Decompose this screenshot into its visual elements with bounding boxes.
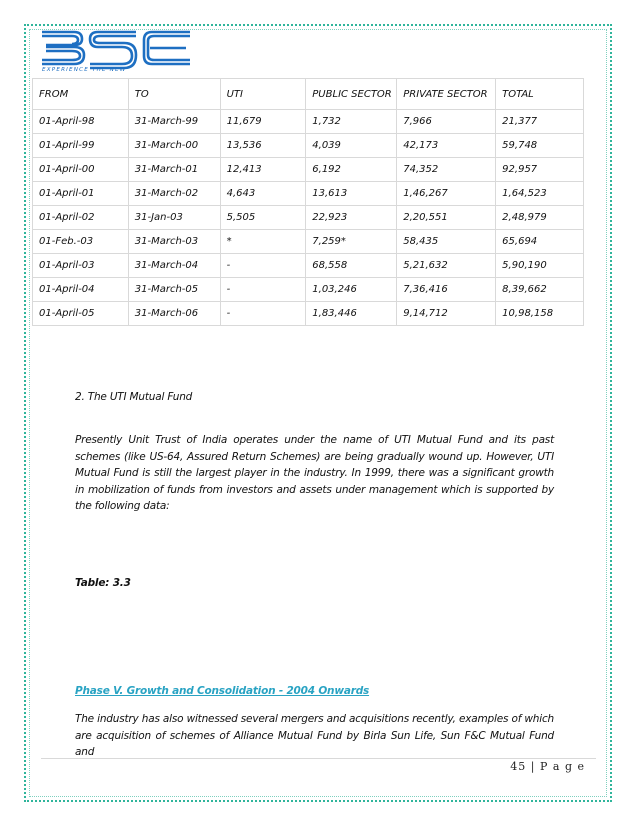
body-paragraph: The industry has also witnessed several mergers and acquisitions recently, examples of which are acquisition of schemes of Alliance Mutual Fund by Birla Sun Life, Sun F&C Mutual Fund and bbox=[75, 713, 554, 758]
table-cell: 01-April-05 bbox=[33, 302, 129, 326]
column-header-public-sector: PUBLIC SECTOR bbox=[306, 79, 397, 110]
table-cell: 31-March-03 bbox=[128, 230, 220, 254]
table-cell: 01-April-04 bbox=[33, 278, 129, 302]
table-cell: 4,039 bbox=[306, 134, 397, 158]
table-cell: * bbox=[220, 230, 306, 254]
table-cell: 8,39,662 bbox=[496, 278, 584, 302]
table-cell: 92,957 bbox=[496, 158, 584, 182]
column-header-private-sector: PRIVATE SECTOR bbox=[397, 79, 496, 110]
body-paragraph: Presently Unit Trust of India operates under the name of UTI Mutual Fund and its past schemes (like US-64, Assured Return Schemes) are being gradually wound up. However, UTI Mutual Fund is still the largest player in the industry. In 1999, there was a significant growth in mobilization of funds from investors and assets under management which is supported by the following data: bbox=[75, 434, 554, 512]
table-cell: 01-April-02 bbox=[33, 206, 129, 230]
phase-heading: Phase V. Growth and Consolidation - 2004 Onwards bbox=[75, 685, 370, 697]
section-heading: 2. The UTI Mutual Fund bbox=[75, 391, 193, 403]
page-number: 45 | P a g e bbox=[510, 760, 585, 773]
table-cell: 74,352 bbox=[397, 158, 496, 182]
table-cell: 65,694 bbox=[496, 230, 584, 254]
table-row bbox=[33, 206, 584, 230]
table-cell: 1,46,267 bbox=[397, 182, 496, 206]
bse-logo-tagline: EXPERIENCE THE NEW bbox=[42, 67, 127, 72]
column-header-to: TO bbox=[128, 79, 220, 110]
fund-mobilization-table bbox=[32, 78, 584, 326]
table-cell: - bbox=[220, 254, 306, 278]
table-cell: 31-March-06 bbox=[128, 302, 220, 326]
bse-logo-mark bbox=[42, 32, 190, 68]
column-header-total: TOTAL bbox=[496, 79, 584, 110]
table-header-row bbox=[33, 79, 584, 110]
table-cell: 31-March-00 bbox=[128, 134, 220, 158]
table-cell: 5,21,632 bbox=[397, 254, 496, 278]
table-cell: 1,732 bbox=[306, 110, 397, 134]
table-cell: 31-March-05 bbox=[128, 278, 220, 302]
table-cell: 68,558 bbox=[306, 254, 397, 278]
column-header-uti: UTI bbox=[220, 79, 306, 110]
table-cell: 31-March-01 bbox=[128, 158, 220, 182]
table-cell: 9,14,712 bbox=[397, 302, 496, 326]
table-cell: 01-April-98 bbox=[33, 110, 129, 134]
table-cell: 7,36,416 bbox=[397, 278, 496, 302]
footer-divider bbox=[41, 758, 596, 759]
table-cell: 42,173 bbox=[397, 134, 496, 158]
table-cell: 7,259* bbox=[306, 230, 397, 254]
table-cell: 22,923 bbox=[306, 206, 397, 230]
table-cell: 01-April-03 bbox=[33, 254, 129, 278]
table-cell: 10,98,158 bbox=[496, 302, 584, 326]
table-cell: 1,64,523 bbox=[496, 182, 584, 206]
table-cell: - bbox=[220, 278, 306, 302]
table-cell: 2,20,551 bbox=[397, 206, 496, 230]
table-cell: 5,505 bbox=[220, 206, 306, 230]
table-cell: 11,679 bbox=[220, 110, 306, 134]
table-row bbox=[33, 134, 584, 158]
bse-logo bbox=[40, 28, 192, 72]
table-cell: 13,613 bbox=[306, 182, 397, 206]
table-cell: - bbox=[220, 302, 306, 326]
table-cell: 01-April-01 bbox=[33, 182, 129, 206]
table-cell: 4,643 bbox=[220, 182, 306, 206]
table-row bbox=[33, 110, 584, 134]
table-cell: 01-April-00 bbox=[33, 158, 129, 182]
table-cell: 2,48,979 bbox=[496, 206, 584, 230]
table-row bbox=[33, 278, 584, 302]
table-row bbox=[33, 158, 584, 182]
table-cell: 31-March-02 bbox=[128, 182, 220, 206]
table-cell: 7,966 bbox=[397, 110, 496, 134]
table-row bbox=[33, 254, 584, 278]
table-cell: 13,536 bbox=[220, 134, 306, 158]
table-row bbox=[33, 302, 584, 326]
table-cell: 31-Jan-03 bbox=[128, 206, 220, 230]
column-header-from: FROM bbox=[33, 79, 129, 110]
table-cell: 12,413 bbox=[220, 158, 306, 182]
table-cell: 58,435 bbox=[397, 230, 496, 254]
table-row bbox=[33, 182, 584, 206]
table-cell: 01-April-99 bbox=[33, 134, 129, 158]
table-cell: 31-March-99 bbox=[128, 110, 220, 134]
table-row bbox=[33, 230, 584, 254]
table-cell: 31-March-04 bbox=[128, 254, 220, 278]
table-cell: 5,90,190 bbox=[496, 254, 584, 278]
table-cell: 1,03,246 bbox=[306, 278, 397, 302]
table-cell: 1,83,446 bbox=[306, 302, 397, 326]
table-cell: 59,748 bbox=[496, 134, 584, 158]
table-cell: 01-Feb.-03 bbox=[33, 230, 129, 254]
table-label: Table: 3.3 bbox=[75, 577, 131, 589]
table-cell: 6,192 bbox=[306, 158, 397, 182]
table-cell: 21,377 bbox=[496, 110, 584, 134]
